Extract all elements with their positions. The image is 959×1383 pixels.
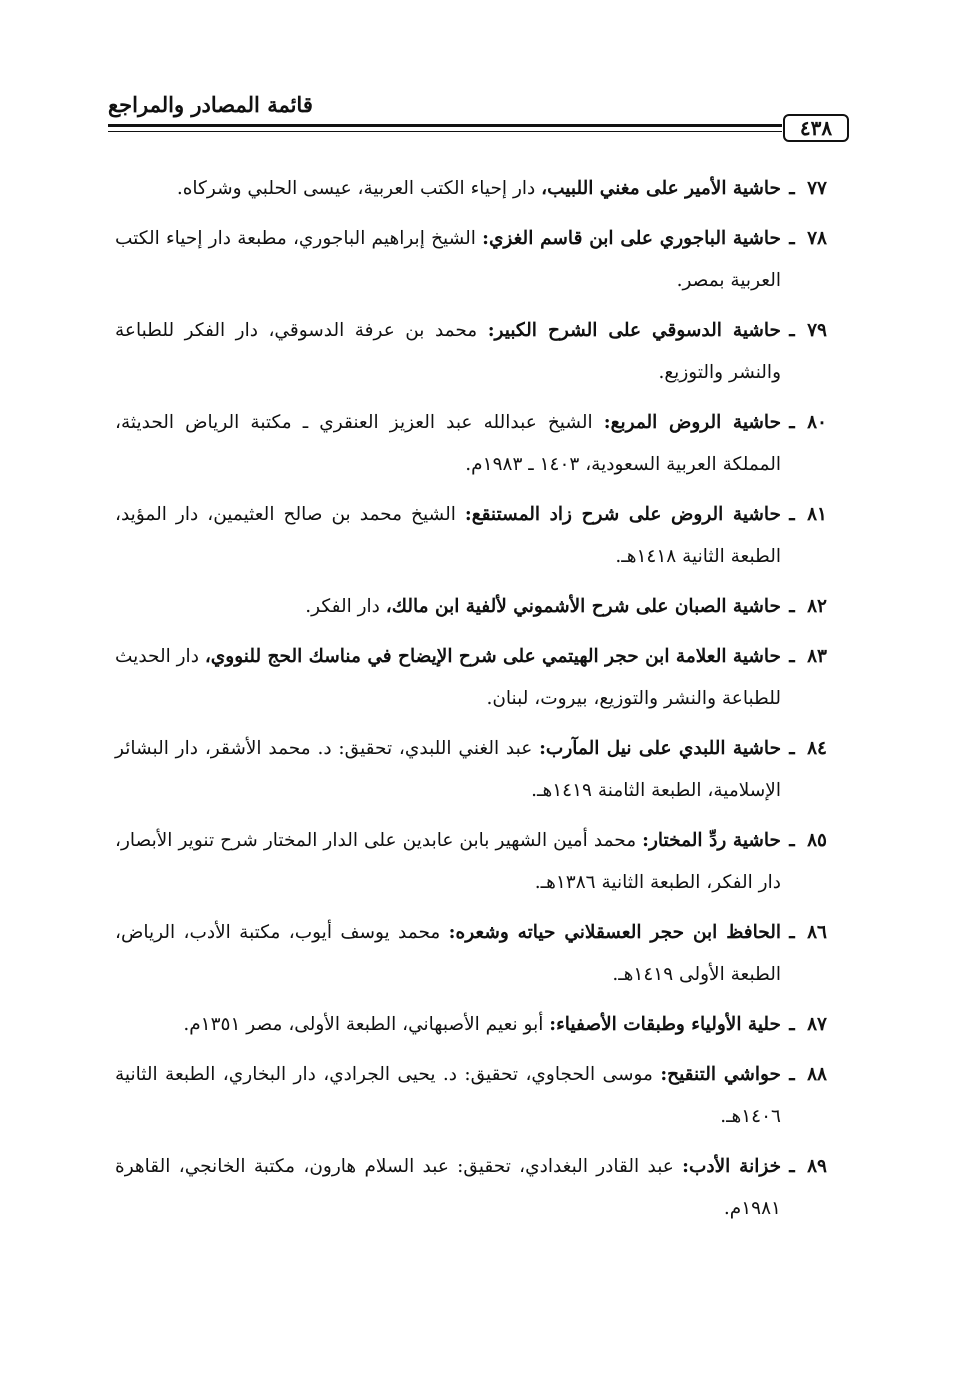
reference-entry: [115, 820, 827, 904]
entry-title: حاشية الأمير على مغني اللبيب،: [541, 178, 781, 199]
entry-number: ٨١: [807, 504, 827, 525]
reference-entry: [115, 586, 827, 628]
entry-text: [115, 912, 781, 996]
entry-number: ٨٤: [807, 738, 827, 759]
header-rule: [108, 124, 782, 127]
entry-text: [115, 310, 781, 394]
entry-details: محمد أمين الشهير بابن عابدين على الدار المختار شرح تنوير الأبصار، دار الفكر، الطبعة الثانية ١٣٨٦هـ.: [115, 830, 781, 893]
entry-dash: ـ: [789, 228, 795, 249]
entry-text: [115, 1004, 781, 1046]
entry-details: عبد القادر البغدادي، تحقيق: عبد السلام هارون، مكتبة الخانجي، القاهرة ١٩٨١م.: [115, 1156, 781, 1219]
reference-entry: [115, 1146, 827, 1230]
entry-number: ٨٩: [807, 1156, 827, 1177]
entry-details: دار الفكر.: [305, 596, 386, 617]
entry-dash: ـ: [789, 1064, 795, 1085]
entry-text: [115, 1054, 781, 1138]
entry-text: [115, 728, 781, 812]
entry-text: [115, 820, 781, 904]
entry-text: [115, 1146, 781, 1230]
entry-title: الحافظ ابن حجر العسقلاني حياته وشعره:: [448, 922, 781, 943]
entry-dash: ـ: [789, 830, 795, 851]
entry-text: [115, 494, 781, 578]
entry-text: [115, 586, 781, 628]
entry-dash: ـ: [789, 738, 795, 759]
entry-details: دار الحديث للطباعة والنشر والتوزيع، بيروت، لبنان.: [115, 646, 781, 709]
entry-dash: ـ: [789, 504, 795, 525]
reference-entry: [115, 636, 827, 720]
entry-number: ٨٥: [807, 830, 827, 851]
reference-entry: [115, 494, 827, 578]
entry-title: حلية الأولياء وطبقات الأصفياء:: [549, 1014, 781, 1035]
entry-number: ٨٢: [807, 596, 827, 617]
references-list: [115, 168, 827, 1238]
entry-details: محمد يوسف أيوب، مكتبة الأدب، الرياض، الطبعة الأولى ١٤١٩هـ.: [115, 922, 781, 985]
entry-title: حاشية الدسوقي على الشرح الكبير:: [487, 320, 781, 341]
entry-number: ٧٨: [807, 228, 827, 249]
entry-details: دار إحياء الكتب العربية، عيسى الحلبي وشركاه.: [176, 178, 542, 199]
entry-details: الشيخ محمد بن صالح العثيمين، دار المؤيد، الطبعة الثانية ١٤١٨هـ.: [115, 504, 781, 567]
entry-number: ٨٧: [807, 1014, 827, 1035]
entry-title: خزانة الأدب:: [682, 1156, 782, 1177]
entry-number: ٨٦: [807, 922, 827, 943]
reference-entry: [115, 1004, 827, 1046]
entry-dash: ـ: [789, 922, 795, 943]
reference-entry: [115, 168, 827, 210]
entry-title: حاشية الروض على شرح زاد المستنقع:: [464, 504, 781, 525]
reference-entry: [115, 402, 827, 486]
entry-text: [115, 218, 781, 302]
entry-number: ٨٨: [807, 1064, 827, 1085]
reference-entry: [115, 728, 827, 812]
reference-entry: [115, 1054, 827, 1138]
entry-dash: ـ: [789, 178, 795, 199]
entry-title: حاشية الصبان على شرح الأشموني لألفية ابن مالك،: [385, 596, 781, 617]
entry-number: ٨٣: [807, 646, 827, 667]
reference-entry: [115, 912, 827, 996]
entry-title: حاشية الروض المربع:: [603, 412, 782, 433]
entry-dash: ـ: [789, 1156, 795, 1177]
section-title: قائمة المصادر والمراجع: [108, 92, 313, 117]
entry-details: عبد الغني اللبدي، تحقيق: د. محمد الأشقر، دار البشائر الإسلامية، الطبعة الثامنة ١٤١٩هـ.: [115, 738, 781, 801]
entry-dash: ـ: [789, 646, 795, 667]
reference-entry: [115, 310, 827, 394]
entry-details: الشيخ عبدالله عبد العزيز العنقري ـ مكتبة الرياض الحديثة، المملكة العربية السعودية، ١٤٠٣ ـ ١٩٨٣م.: [115, 412, 781, 475]
page-number-badge: ٤٣٨: [783, 114, 849, 142]
reference-entry: [115, 218, 827, 302]
entry-text: [115, 402, 781, 486]
entry-text: [115, 168, 781, 210]
entry-dash: ـ: [789, 412, 795, 433]
entry-dash: ـ: [789, 1014, 795, 1035]
entry-number: ٧٧: [807, 178, 827, 199]
entry-title: حواشي التنقيح:: [660, 1064, 781, 1085]
entry-title: حاشية اللبدي على نيل المآرب:: [539, 738, 782, 759]
entry-details: موسى الحجاوي، تحقيق: د. يحيى الجرادي، دار البخاري، الطبعة الثانية ١٤٠٦هـ.: [115, 1064, 781, 1127]
entry-number: ٧٩: [807, 320, 827, 341]
entry-details: الشيخ إبراهيم الباجوري، مطبعة دار إحياء الكتب العربية بمصر.: [115, 228, 781, 291]
entry-text: [115, 636, 781, 720]
entry-title: حاشية العلامة ابن حجر الهيتمي على شرح الإيضاح في مناسك الحج للنووي،: [204, 646, 781, 667]
entry-details: محمد بن عرفة الدسوقي، دار الفكر للطباعة والنشر والتوزيع.: [115, 320, 781, 383]
entry-title: حاشية ردِّ المختار:: [642, 830, 781, 851]
entry-dash: ـ: [789, 320, 795, 341]
entry-dash: ـ: [789, 596, 795, 617]
header-rule-thin: [108, 131, 782, 132]
entry-details: أبو نعيم الأصبهاني، الطبعة الأولى، مصر ١٣٥١م.: [183, 1014, 550, 1035]
entry-title: حاشية الباجوري على ابن قاسم الغزي:: [482, 228, 781, 249]
entry-number: ٨٠: [807, 412, 827, 433]
